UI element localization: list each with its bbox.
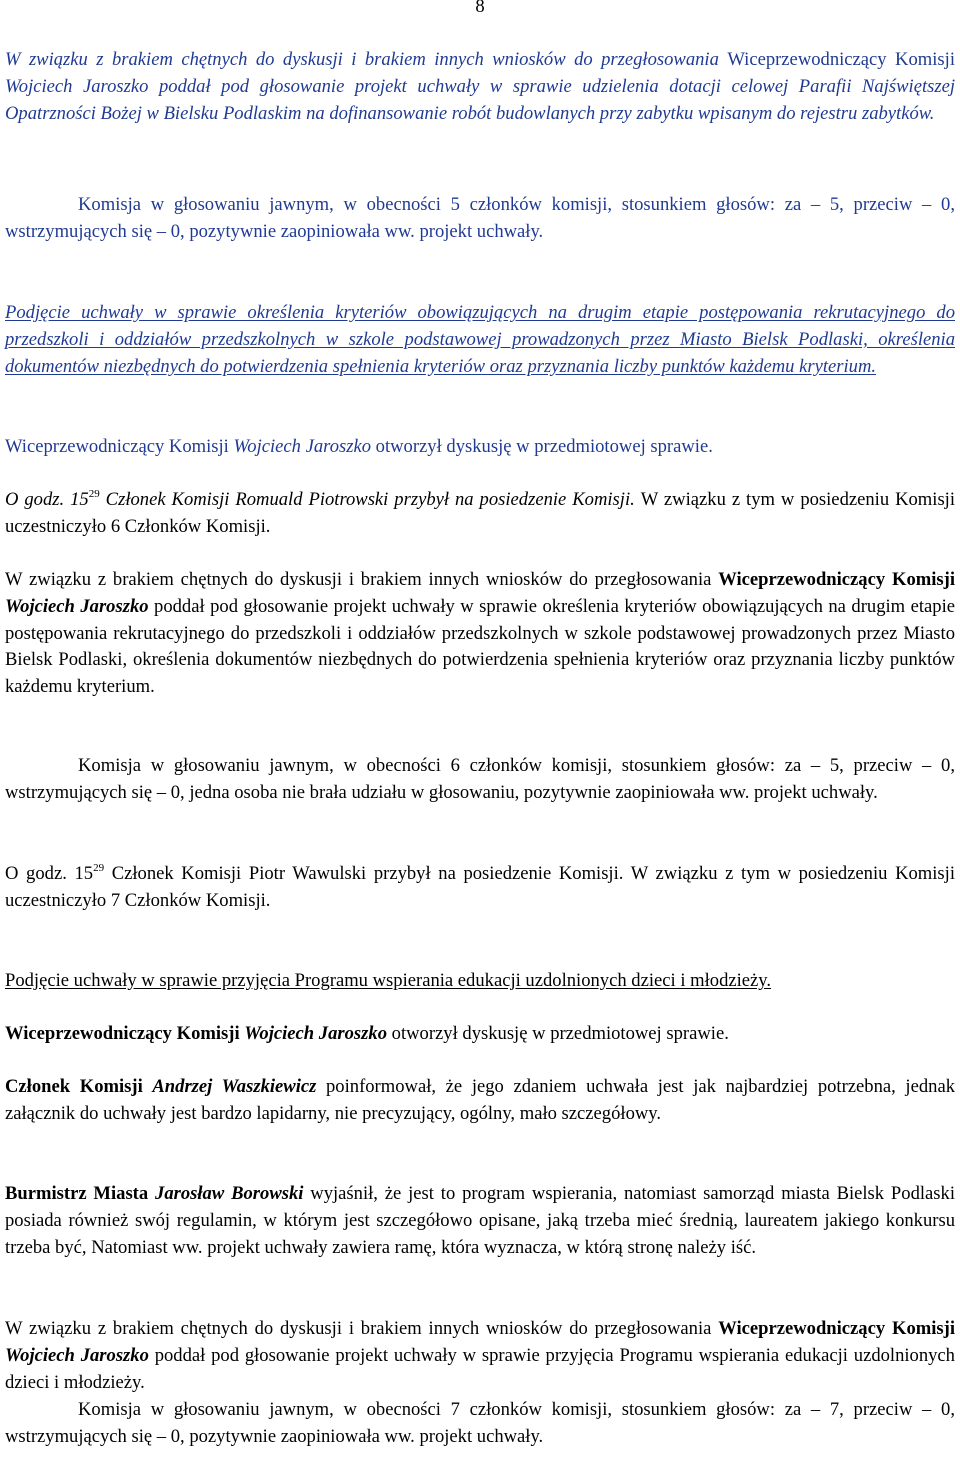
text-run: Członek Komisji Piotr Wawulski przybył na posiedzenie Komisji. W związku z tym w posiedzeniu Komisji uczestniczyło 7 Członków Komisji. xyxy=(5,863,955,911)
time-minutes-superscript: 29 xyxy=(93,861,105,874)
text-run: Wiceprzewodniczący Komisji xyxy=(718,1318,955,1339)
text-run: wyjaśnił, że jest to program wspierania, natomiast samorząd miasta Bielsk Podlaski posiada również swój regulamin, w którym jest szczegółowo opisane, jaką trzeba mieć średnią, laureatem jakiego konkursu trzeba być, Natomiast ww. projekt uchwały zawiera ramę, która wyznacza, w którą stronę należy iść. xyxy=(5,1183,955,1258)
text-run: Komisja w głosowaniu jawnym, w obecności 5 członków komisji, stosunkiem głosów: za – 5, przeciw – 0, wstrzymujących się – 0, pozytywnie zaopiniowała ww. projekt uchwały. xyxy=(5,194,955,242)
text-run: O godz. 15 xyxy=(5,489,89,510)
text-run: Wojciech Jaroszko xyxy=(5,595,149,617)
text-run: Komisja w głosowaniu jawnym, w obecności 7 członków komisji, stosunkiem głosów: za – 7, przeciw – 0, wstrzymujących się – 0, pozytywnie zaopiniowała ww. projekt uchwały. xyxy=(5,1399,955,1447)
paragraph-member-arrival-piotrowski xyxy=(5,487,955,541)
time-minutes-superscript: 29 xyxy=(88,487,100,500)
text-run: Podjęcie uchwały w sprawie przyjęcia Programu wspierania edukacji uzdolnionych dzieci i młodzieży. xyxy=(5,970,772,991)
text-run: Wiceprzewodniczący Komisji xyxy=(727,49,955,70)
text-run: Burmistrz Miasta xyxy=(5,1183,156,1204)
paragraph-discussion-closed-kryteria xyxy=(5,567,955,701)
text-run: Wojciech Jaroszko xyxy=(244,1023,387,1044)
text-run: W związku z brakiem chętnych do dyskusji i brakiem innych wniosków do przegłosowania xyxy=(5,1318,719,1339)
text-run: Wojciech Jaroszko xyxy=(5,1344,149,1366)
paragraph-discussion-closed-program xyxy=(5,1316,955,1396)
text-run: Członek Komisji xyxy=(5,1076,153,1097)
text-run: otworzył dyskusję w przedmiotowej sprawie. xyxy=(387,1023,729,1044)
paragraph-member-arrival-wawulski xyxy=(5,861,955,915)
text-run: Wiceprzewodniczący Komisji xyxy=(5,1023,245,1044)
paragraph-vote-result-program xyxy=(5,1397,955,1451)
paragraph-discussion-opened-program xyxy=(5,1021,955,1048)
text-run: poddał pod głosowanie projekt uchwały w sprawie określenia kryteriów obowiązujących na drugim etapie postępowania rekrutacyjnego do przedszkoli i oddziałów przedszkolnych w szkole podstawowej prowadzonych przez Miasto Bielsk Podlaski, określenia dokumentów niezbędnych do potwierdzenia spełnienia kryteriów oraz przyznania liczby punktów każdemu kryterium. xyxy=(5,595,955,698)
text-run: W związku z tym w posiedzeniu Komisji uczestniczyło 6 Członków Komisji. xyxy=(5,489,956,537)
paragraph-vote-result-dotacja xyxy=(5,192,955,246)
text-run: Jarosław Borowski xyxy=(155,1183,304,1204)
paragraph-discussion-closed-dotacja xyxy=(5,47,955,127)
text-run: otworzył dyskusję w przedmiotowej sprawie. xyxy=(371,436,713,457)
text-run: Wojciech Jaroszko xyxy=(5,75,149,97)
paragraph-topic-kryteria xyxy=(5,300,955,380)
text-run: Członek Komisji Romuald Piotrowski przybył na posiedzenie Komisji. xyxy=(99,489,641,510)
text-run: Podjęcie uchwały w sprawie określenia kryteriów obowiązujących na drugim etapie postępowania rekrutacyjnego do przedszkoli i oddziałów przedszkolnych w szkole podstawowej prowadzonych przez Miasto Bielsk Podlaski, określenia dokumentów niezbędnych do potwierdzenia spełnienia kryteriów oraz przyznania liczby punktów każdemu kryterium. xyxy=(5,302,955,377)
text-run: poinformował, że jego zdaniem uchwała jest jak najbardziej potrzebna, jednak załącznik do uchwały jest bardzo lapidarny, nie precyzujący, ogólny, mało szczegółowy. xyxy=(5,1076,955,1124)
page-number: 8 xyxy=(475,0,485,17)
paragraph-statement-waszkiewicz xyxy=(5,1074,955,1128)
text-run: poddał pod głosowanie projekt uchwały w sprawie przyjęcia Programu wspierania edukacji uzdolnionych dzieci i młodzieży. xyxy=(5,1344,955,1393)
paragraph-discussion-opened-kryteria xyxy=(5,434,955,461)
text-run: O godz. 15 xyxy=(5,863,94,884)
text-run: Wojciech Jaroszko xyxy=(233,436,372,457)
text-run: Andrzej Waszkiewicz xyxy=(152,1076,317,1097)
text-run: Komisja w głosowaniu jawnym, w obecności 6 członków komisji, stosunkiem głosów: za – 5, przeciw – 0, wstrzymujących się – 0, jedna osoba nie brała udziału w głosowaniu, pozytywnie zaopiniowała ww. projekt uchwały. xyxy=(5,755,955,803)
text-run: W związku z brakiem chętnych do dyskusji i brakiem innych wniosków do przegłosowania xyxy=(5,49,728,70)
text-run: Wiceprzewodniczący Komisji xyxy=(718,569,955,590)
paragraph-topic-program xyxy=(5,968,955,995)
paragraph-vote-result-kryteria xyxy=(5,753,955,807)
paragraph-statement-borowski xyxy=(5,1181,955,1261)
text-run: W związku z brakiem chętnych do dyskusji i brakiem innych wniosków do przegłosowania xyxy=(5,569,719,590)
text-run: Wiceprzewodniczący Komisji xyxy=(5,436,234,457)
text-run: poddał pod głosowanie projekt uchwały w sprawie udzielenia dotacji celowej Parafii Najświętszej Opatrzności Bożej w Bielsku Podlaskim na dofinansowanie robót budowlanych przy zabytku wpisanym do rejestru zabytków. xyxy=(5,75,956,124)
